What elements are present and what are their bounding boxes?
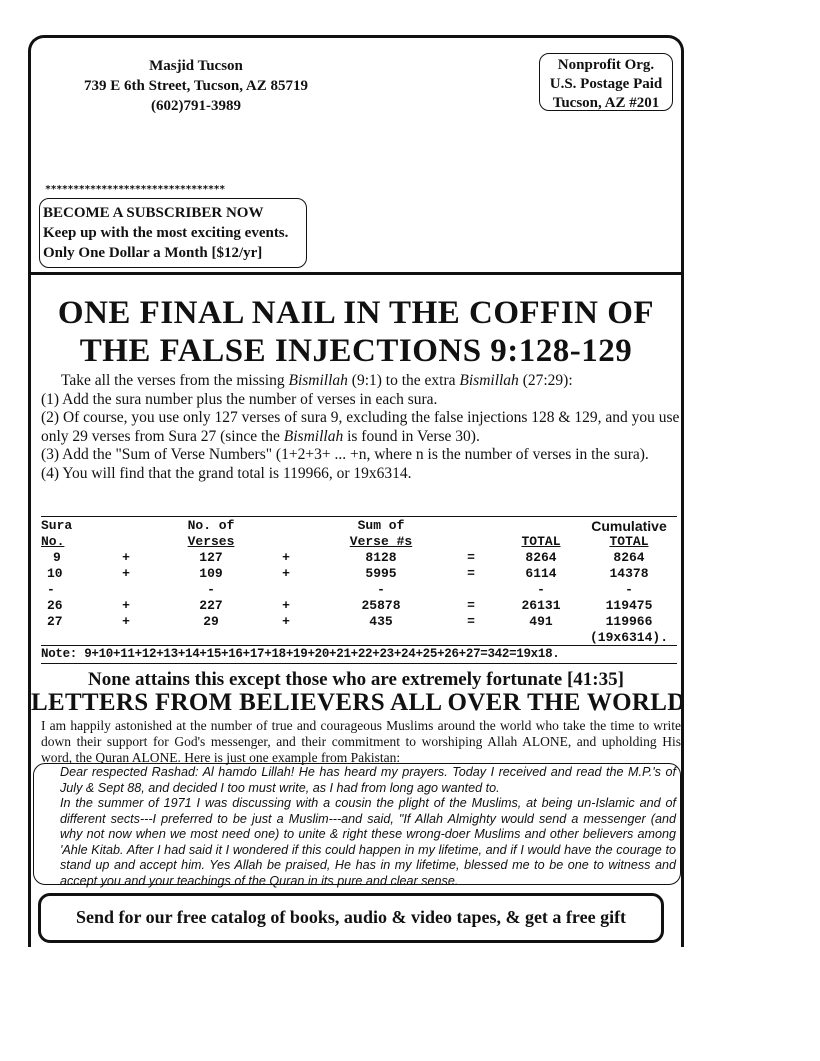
header-sum-2: Verse #s <box>349 534 413 549</box>
article-panel <box>28 272 684 947</box>
plus-cell: + <box>122 550 130 565</box>
headline-line-2: THE FALSE INJECTIONS 9:128-129 <box>79 333 633 369</box>
table-factor-row <box>41 630 677 646</box>
postage-line-2: U.S. Postage Paid <box>549 76 663 92</box>
header-sura-no: No. <box>41 534 65 549</box>
header-blank <box>81 534 171 550</box>
step-1: (1) Add the sura number plus the number of verses in each sura. <box>41 390 438 408</box>
headline-line-1: ONE FINAL NAIL IN THE COFFIN OF <box>57 295 655 331</box>
plus-cell: + <box>122 614 130 629</box>
postage-line-3: Tucson, AZ #201 <box>552 95 660 111</box>
step-2-text-a: (2) Of course, you use only 127 verses of sura 9, excluding the false injections 128 & 129, and you use only 29 verses from Sura 27 (since the <box>41 409 680 445</box>
header-verses-2: Verses <box>187 534 235 549</box>
header-total: TOTAL <box>521 534 561 549</box>
sum-cell: 8128 <box>365 550 397 565</box>
letter-paragraph-1: Dear respected Rashad: Al hamdo Lillah! He has heard my prayers. Today I received and read the M.P.'s of July & Sept 88, and decided I too must write, as I had from long ago wanted to. <box>60 765 676 795</box>
table-note: Note: 9+10+11+12+13+14+15+16+17+18+19+20+21+22+23+24+25+26+27=342=19x18. <box>41 647 560 661</box>
quote-line: None attains this except those who are extremely fortunate [41:35] <box>88 669 624 690</box>
header-blank <box>251 518 321 534</box>
sura-cell: 9 <box>53 550 61 565</box>
subscribe-line-1: BECOME A SUBSCRIBER NOW <box>43 205 264 221</box>
equals-cell: = <box>467 566 475 581</box>
step-4: (4) You will find that the grand total is 119966, or 19x6314. <box>41 464 412 482</box>
letters-heading: LETTERS FROM BELIEVERS ALL OVER THE WORLD <box>31 689 686 716</box>
mailing-panel <box>28 35 684 274</box>
sura-cell: - <box>47 582 55 597</box>
equals-cell: = <box>467 550 475 565</box>
plus-cell: + <box>282 598 290 613</box>
step-2-text-b: is found in Verse 30). <box>343 427 480 445</box>
letters-intro: I am happily astonished at the number of true and courageous Muslims around the world who take the time to write down their support for God's messenger, and their commitment to worshiping Allah ALONE, and upholding His word, the Quran ALONE. Here is just one example from Pakistan: <box>41 718 681 765</box>
cumulative-cell: 119475 <box>605 598 653 613</box>
verses-cell: - <box>207 582 215 597</box>
postage-line-1: Nonprofit Org. <box>557 57 655 73</box>
total-cell: 6114 <box>525 566 557 581</box>
total-cell: - <box>537 582 545 597</box>
plus-cell <box>251 582 321 598</box>
star-divider: ******************************** <box>45 184 225 195</box>
intro-bismillah-2: Bismillah <box>459 372 519 389</box>
table-row <box>41 614 677 630</box>
total-cell: 26131 <box>521 598 561 613</box>
equals-cell: = <box>467 614 475 629</box>
header-verses: No. of <box>187 518 235 533</box>
total-cell: 491 <box>529 614 553 629</box>
header-blank <box>251 534 321 550</box>
factor-cell: (19x6314). <box>589 630 668 645</box>
letter-quote-box <box>33 763 681 888</box>
plus-cell <box>81 582 171 598</box>
equals-cell: = <box>467 598 475 613</box>
table-row <box>41 550 677 566</box>
intro-lead-text-3: (27:29): <box>518 372 573 389</box>
verse-sum-table <box>41 518 677 646</box>
table-row <box>41 598 677 614</box>
step-2-bismillah: Bismillah <box>283 427 344 445</box>
table-row <box>41 566 677 582</box>
cumulative-cell: 119966 <box>605 614 653 629</box>
header-blank <box>441 518 501 534</box>
cumulative-cell: - <box>625 582 633 597</box>
factor-spacer <box>41 630 581 646</box>
sura-cell: 26 <box>47 598 63 613</box>
sura-cell: 10 <box>47 566 63 581</box>
cumulative-cell: 14378 <box>609 566 649 581</box>
note-top-rule <box>41 645 677 646</box>
sender-phone: (602)791-3989 <box>151 98 241 114</box>
table-header-row-1 <box>41 518 677 534</box>
header-blank <box>441 534 501 550</box>
verses-cell: 109 <box>199 566 223 581</box>
sender-name: Masjid Tucson <box>149 58 243 74</box>
sum-cell: 5995 <box>365 566 397 581</box>
verses-cell: 29 <box>203 614 219 629</box>
note-bottom-rule <box>41 663 677 664</box>
plus-cell: + <box>122 566 130 581</box>
postage-indicia <box>539 53 673 111</box>
header-sum: Sum of <box>357 518 405 533</box>
instructions <box>41 372 681 483</box>
sender-address <box>31 56 361 116</box>
letter-paragraph-2: In the summer of 1971 I was discussing with a cousin the plight of the Muslims, at being un-Islamic and of different sects---I preferred to be just a Muslim---and said, "If Allah Almighty would send a messenger (and why not now when we most need one) to unite & right these wrong-doer Muslims and other believers among 'Ahle Kitab. After I had said it I wondered if this could happen in my lifetime, and if I would have the courage to stand up and accept him. Yes Allah be praised, He has in my lifetime, blessed me to be one to witness and accept you and your teachings of the Quran in its pure and clear sense. <box>60 796 676 888</box>
header-blank <box>501 518 581 534</box>
intro-lead-text-1: Take all the verses from the missing <box>61 372 289 389</box>
table-top-rule <box>41 516 677 517</box>
header-cumulative-total: TOTAL <box>609 534 649 549</box>
intro-lead-text-2: (9:1) to the extra <box>347 372 460 389</box>
sura-cell: 27 <box>47 614 63 629</box>
subscribe-line-2: Keep up with the most exciting events. <box>43 225 289 241</box>
step-3: (3) Add the "Sum of Verse Numbers" (1+2+3+ ... +n, where n is the number of verses in the sura). <box>41 446 649 463</box>
plus-cell: + <box>282 566 290 581</box>
intro-lead <box>41 372 681 391</box>
step-2 <box>41 409 681 446</box>
header-cumulative: Cumulative <box>591 518 667 534</box>
sum-cell: 25878 <box>361 598 401 613</box>
sum-cell: - <box>377 582 385 597</box>
total-cell: 8264 <box>525 550 557 565</box>
cumulative-cell: 8264 <box>613 550 645 565</box>
plus-cell: + <box>122 598 130 613</box>
plus-cell: + <box>282 550 290 565</box>
table-row <box>41 582 677 598</box>
header-blank <box>81 518 171 534</box>
verses-cell: 227 <box>199 598 223 613</box>
table-header-row-2 <box>41 534 677 550</box>
plus-cell: + <box>282 614 290 629</box>
subscribe-box <box>39 198 307 268</box>
subscribe-line-3: Only One Dollar a Month [$12/yr] <box>43 245 263 261</box>
catalog-offer-box: Send for our free catalog of books, audio & video tapes, & get a free gift <box>38 893 664 943</box>
verses-cell: 127 <box>199 550 223 565</box>
sender-street: 739 E 6th Street, Tucson, AZ 85719 <box>84 78 308 94</box>
header-sura: Sura <box>41 518 73 533</box>
equals-cell <box>441 582 501 598</box>
sum-cell: 435 <box>369 614 393 629</box>
intro-bismillah-1: Bismillah <box>288 372 348 389</box>
